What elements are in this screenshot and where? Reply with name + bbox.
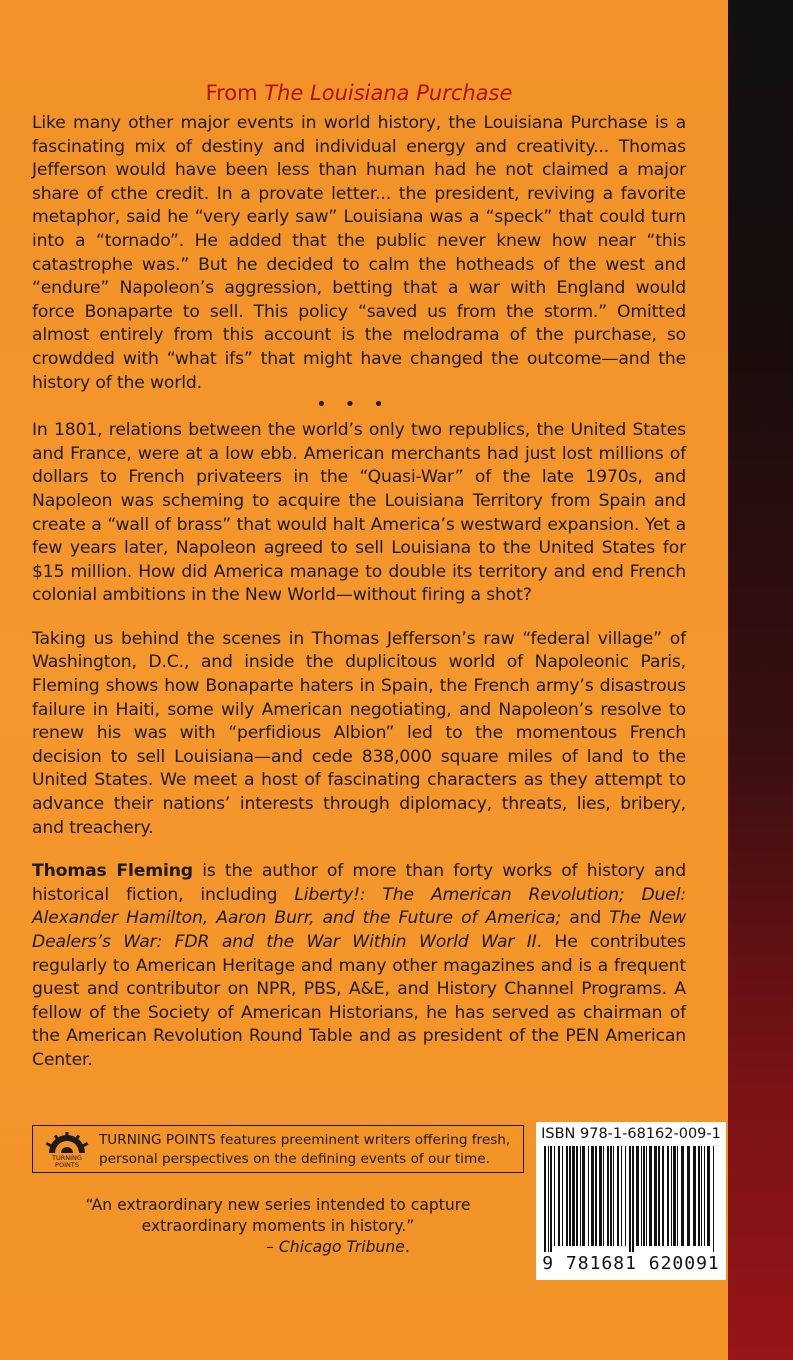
series-description: TURNING POINTS features preeminent writers offering fresh, personal perspectives on the defining events of our time.	[99, 1132, 511, 1167]
barcode-bar	[599, 1146, 602, 1246]
barcode-bar	[610, 1146, 612, 1246]
barcode-bar	[704, 1146, 705, 1246]
barcode-bar	[613, 1146, 614, 1246]
bio-book-1: Liberty!: The American Revolution; Duel: Alexander Hamilton, Aaron Burr, and the Future of America;	[32, 884, 686, 929]
barcode-bar	[580, 1146, 581, 1246]
heading-prefix: From	[205, 81, 265, 105]
barcode-bar	[687, 1146, 690, 1246]
barcode-bar	[607, 1146, 609, 1246]
author-name: Thomas Fleming	[32, 861, 193, 882]
barcode-bar	[713, 1146, 714, 1252]
press-quote	[32, 1195, 524, 1258]
barcode-bar	[681, 1146, 684, 1246]
quote-end: .	[404, 1238, 410, 1256]
isbn-label: ISBN 978-1-68162-009-1	[541, 1126, 721, 1142]
barcode-bar	[629, 1146, 631, 1252]
bio-text-1: is the author of more than forty works of history and historical fiction, including	[32, 861, 686, 905]
summary-paragraph-2: Taking us behind the scenes in Thomas Jefferson’s raw “federal village” of Washington, D.C., and inside the duplicitous world of Napoleonic Paris, Fleming shows how Bonaparte haters in Spain, the French army’s disastrous failure in Haiti, some wily American negotiating, and Napoleon’s resolve to renew his was with “perfidious Albion” led to the momentous French decision to sell Louisiana—and cede 838,000 square miles of land to the United States. We meet a host of fascinating characters as they attempt to advance their nations’ interests through diplomacy, threats, lies, bribery, and treachery.	[32, 628, 686, 838]
barcode-bar	[554, 1146, 555, 1246]
barcode-bar	[671, 1146, 672, 1246]
summary-paragraph-1: In 1801, relations between the world’s only two republics, the United States and France, were at a low ebb. American merchants had just lost millions of dollars to French privateers in the “Quasi-War” of the late 1970s, and Napoleon was scheming to acquire the Louisiana Territory from Spain and create a “wall of brass” that would halt America’s westward expansion. Yet a few years later, Napoleon agreed to sell Louisiana to the United States for $15 million. How did America manage to double its territory and end French colonial ambitions in the New World—without firing a shot?	[32, 420, 686, 606]
logo-text-points: POINTS	[55, 1161, 79, 1169]
barcode-bar	[701, 1146, 702, 1246]
quote-attribution	[32, 1237, 524, 1258]
barcode-bar	[550, 1146, 552, 1252]
quote-dash: –	[266, 1238, 279, 1256]
barcode-bar	[673, 1146, 676, 1246]
barcode-bar	[632, 1146, 634, 1252]
section-separator: •••	[316, 394, 402, 416]
logo-text-turning: TURNING	[52, 1154, 82, 1162]
author-bio	[32, 860, 686, 1072]
barcode-bar	[595, 1146, 597, 1246]
barcode-bar	[544, 1146, 546, 1252]
barcode-bar	[646, 1146, 647, 1246]
isbn-digits: 9 781681 620091	[542, 1253, 720, 1274]
barcode	[542, 1146, 720, 1252]
barcode-bar	[582, 1146, 585, 1246]
barcode-bar	[569, 1146, 571, 1246]
barcode-bar	[667, 1146, 669, 1246]
quote-text: “An extraordinary new series intended to capture extraordinary moments in history.”	[85, 1196, 471, 1235]
barcode-bar	[636, 1146, 639, 1246]
barcode-bar	[576, 1146, 578, 1246]
barcode-bar	[662, 1146, 664, 1246]
barcode-bar	[588, 1146, 589, 1246]
barcode-bar	[562, 1146, 563, 1246]
barcode-bar	[649, 1146, 652, 1246]
series-box	[32, 1125, 524, 1173]
barcode-bar	[658, 1146, 660, 1246]
barcode-panel	[536, 1122, 726, 1280]
barcode-bar	[558, 1146, 560, 1246]
barcode-bar	[621, 1146, 622, 1246]
quote-source: Chicago Tribune	[278, 1238, 405, 1256]
blurb-content	[32, 78, 686, 1073]
barcode-bar	[572, 1146, 575, 1246]
barcode-bar	[617, 1146, 619, 1246]
spine-strip	[728, 0, 793, 1360]
turning-points-logo	[41, 1131, 93, 1169]
barcode-bar	[643, 1146, 645, 1246]
barcode-bar	[698, 1146, 700, 1246]
barcode-bar	[591, 1146, 594, 1246]
barcode-bar	[693, 1146, 696, 1246]
barcode-bar	[707, 1146, 710, 1246]
barcode-bar	[654, 1146, 657, 1246]
bio-book-2: The New Dealers’s War: FDR and the War Within World War II	[32, 908, 687, 952]
excerpt-heading	[32, 78, 686, 108]
barcode-bar	[677, 1146, 678, 1246]
barcode-bar	[625, 1146, 626, 1246]
heading-title: The Louisiana Purchase	[264, 81, 513, 105]
excerpt-paragraph: Like many other major events in world history, the Louisiana Purchase is a fascinating mix of destiny and individual energy and creativity... Thomas Jefferson would have been less than human had he not claimed a major share of cthe credit. In a provate letter... the president, reviving a favorite metaphor, said he “very early saw” Louisiana was a “speck” that could turn into a “tornado”. He added that the public never knew how near “this catastrophe was.” But he decided to calm the hotheads of the west and “endure” Napoleon’s aggression, betting that a war with England would force Bonaparte to sell. This policy “saved us from the storm.” Omitted almost entirely from this account is the melodrama of the purchase, so crowdded with “what ifs” that might have changed the outcome—and the history of the world.	[32, 113, 686, 393]
barcode-bar	[548, 1146, 549, 1252]
barcode-bar	[603, 1146, 604, 1246]
bio-text-3: . He contributes regularly to American Heritage and many other magazines and is a frequent guest and contributor on NPR, PBS, A&E, and History Channel Programs. A fellow of the Society of American Historians, he has served as chairman of the American Revolution Round Table and as president of the PEN American Center.	[32, 932, 687, 1070]
bio-text-2: and	[561, 908, 610, 929]
barcode-bar	[566, 1146, 568, 1246]
barcode-bar	[641, 1146, 642, 1246]
